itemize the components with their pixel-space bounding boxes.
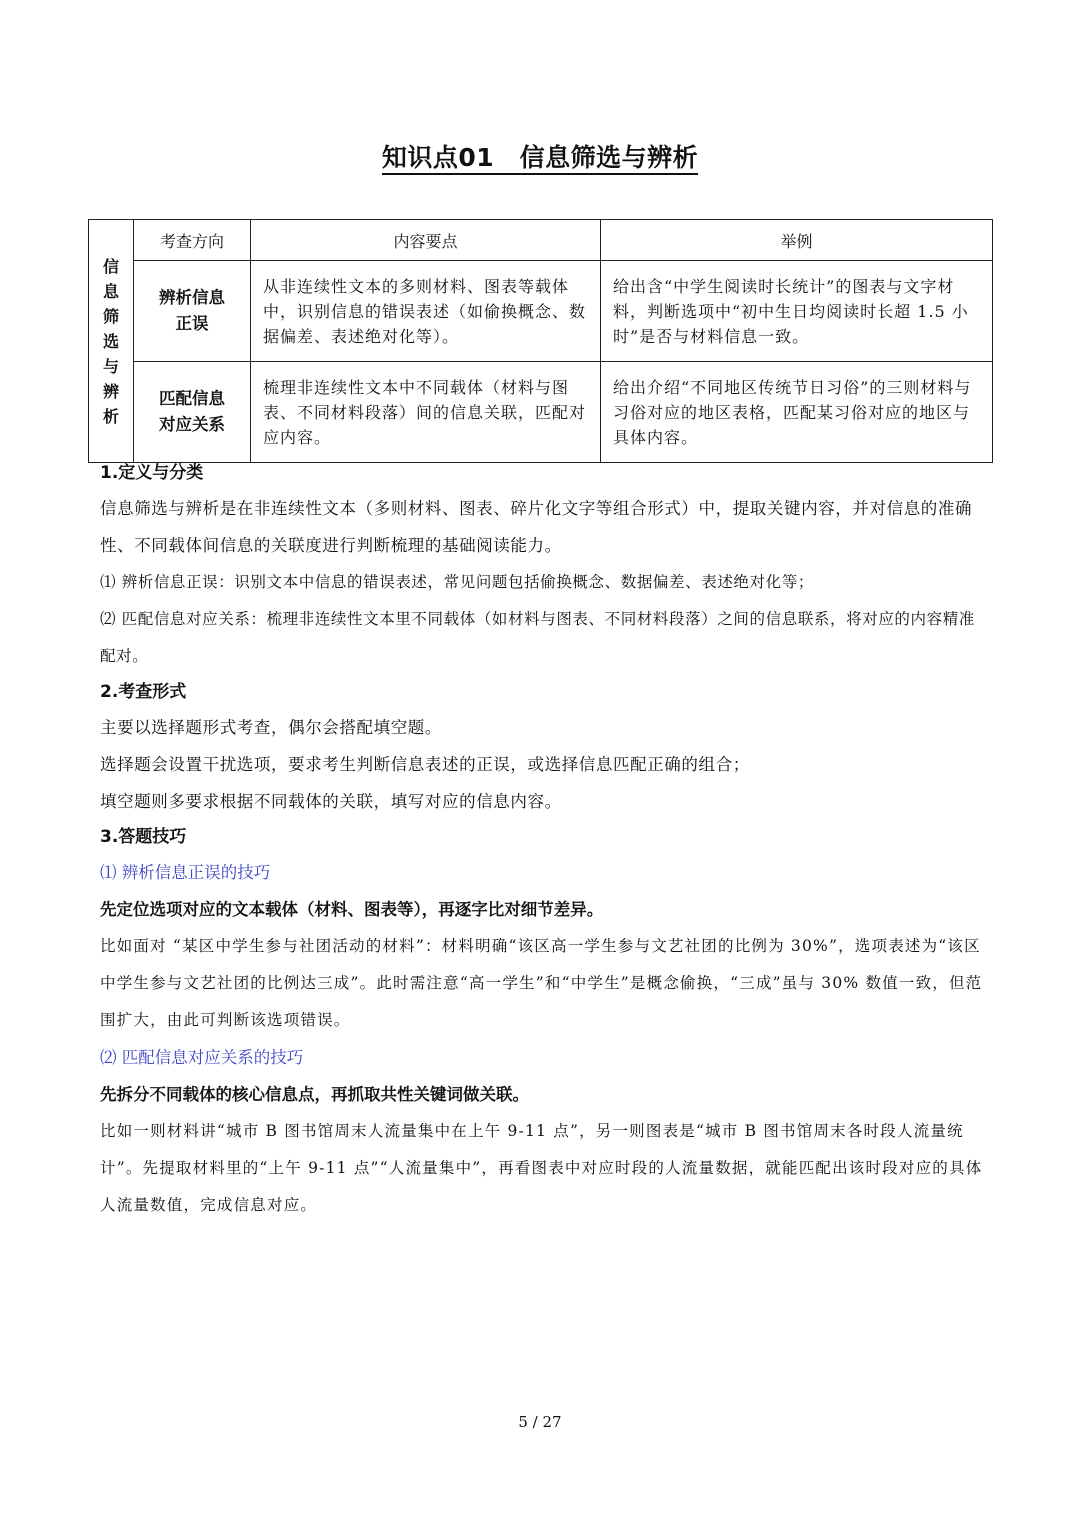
paragraph: 填空题则多要求根据不同载体的关联，填写对应的信息内容。: [100, 792, 562, 811]
side-label-text: 信息筛选与辨析: [102, 256, 119, 426]
example-paragraph: 比如一则材料讲“城市 B 图书馆周末人流量集中在上午 9-11 点”，另一则图表是“城市 B 图书馆周末各时段人流量统计”。先提取材料里的“上午 9-11 点”“人流量集中”，再看图表中对应时段的人流量数据，就能匹配出该时段对应的具体人流量数值，完成信息对应。: [100, 1122, 983, 1214]
table-row: [89, 261, 993, 362]
subheading: ⑵ 匹配信息对应关系的技巧: [100, 1048, 304, 1067]
definition-paragraph: 信息筛选与辨析是在非连续性文本（多则材料、图表、碎片化文字等组合形式）中，提取关键内容，并对信息的准确性、不同载体间信息的关联度进行判断梳理的基础阅读能力。: [100, 499, 973, 555]
main-content: [100, 456, 985, 1224]
row-content: 从非连续性文本的多则材料、图表等载体中，识别信息的错误表述（如偷换概念、数据偏差、表述绝对化等）。: [251, 261, 601, 362]
section-heading: 2.考查形式: [100, 682, 187, 702]
header-direction: 考查方向: [134, 220, 251, 261]
example-paragraph: 比如面对 “某区中学生参与社团活动的材料”：材料明确“该区高一学生参与文艺社团的比例为 30%”，选项表述为“该区中学生参与文艺社团的比例达三成”。此时需注意“高一学生”和“中学生”是概念偷换，“三成”虽与 30% 数值一致，但范围扩大，由此可判断该选项错误。: [100, 937, 983, 1029]
list-item: ⑴ 辨析信息正误：识别文本中信息的错误表述，常见问题包括偷换概念、数据偏差、表述绝对化等；: [100, 573, 814, 591]
header-example: 举例: [601, 220, 993, 261]
row-example: 给出含“中学生阅读时长统计”的图表与文字材料，判断选项中“初中生日均阅读时长超 1.5 小时”是否与材料信息一致。: [601, 261, 993, 362]
side-label: [89, 220, 134, 463]
section-heading: 3.答题技巧: [100, 827, 187, 847]
paragraph: 选择题会设置干扰选项，要求考生判断信息表述的正误，或选择信息匹配正确的组合；: [100, 755, 750, 774]
page-number: 5 / 27: [518, 1413, 562, 1431]
row-example: 给出介绍“不同地区传统节日习俗”的三则材料与习俗对应的地区表格，匹配某习俗对应的地区与具体内容。: [601, 362, 993, 463]
section-heading: 1.定义与分类: [100, 463, 204, 483]
header-content: 内容要点: [251, 220, 601, 261]
key-point: 先定位选项对应的文本载体（材料、图表等），再逐字比对细节差异。: [100, 900, 604, 919]
subheading: ⑴ 辨析信息正误的技巧: [100, 863, 271, 882]
page-title: 知识点01 信息筛选与辨析: [0, 138, 1080, 174]
row-content: 梳理非连续性文本中不同载体（材料与图表、不同材料段落）间的信息关联，匹配对应内容。: [251, 362, 601, 463]
knowledge-table: [88, 219, 993, 463]
table-header-row: [89, 220, 993, 261]
paragraph: 主要以选择题形式考查，偶尔会搭配填空题。: [100, 718, 442, 737]
list-item: ⑵ 匹配信息对应关系：梳理非连续性文本里不同载体（如材料与图表、不同材料段落）之间的信息联系，将对应的内容精准配对。: [100, 610, 975, 665]
table-row: [89, 362, 993, 463]
key-point: 先拆分不同载体的核心信息点，再抓取共性关键词做关联。: [100, 1085, 529, 1104]
row-direction: 辨析信息正误: [134, 261, 251, 362]
row-direction: 匹配信息对应关系: [134, 362, 251, 463]
